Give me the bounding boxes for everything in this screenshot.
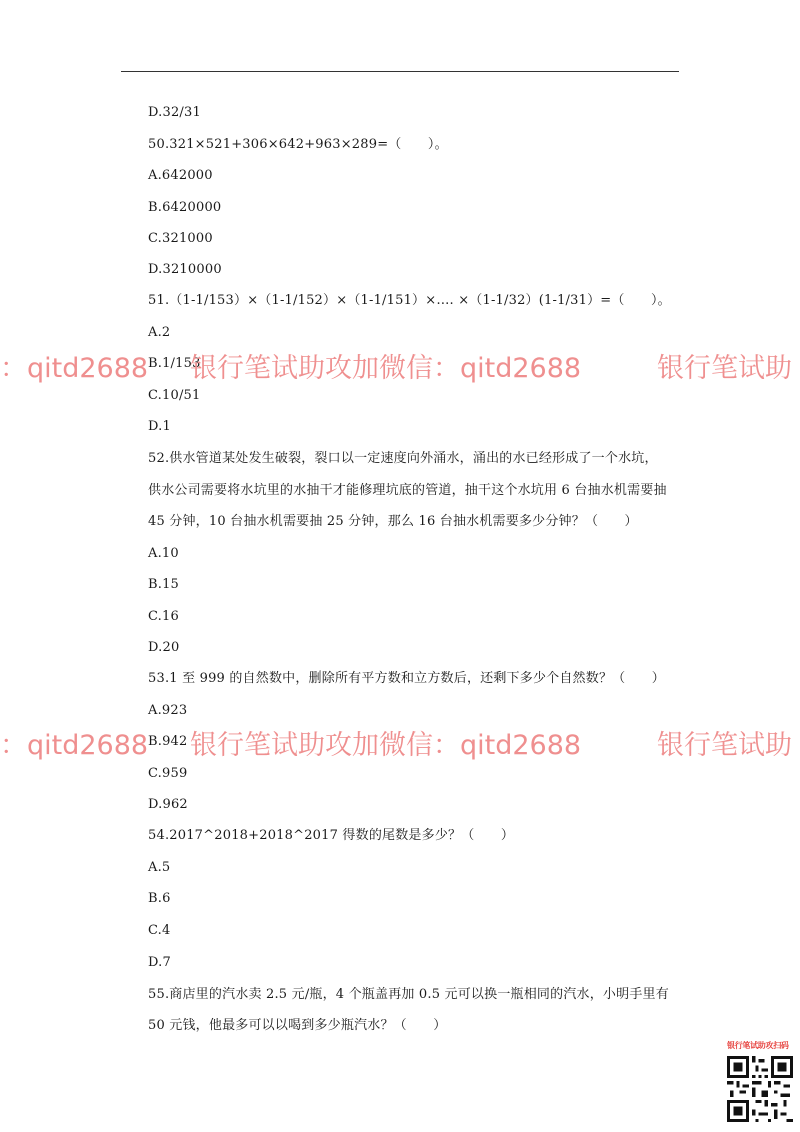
option-d-32-31: D.32/31 xyxy=(148,105,201,120)
q50-option-c: C.321000 xyxy=(148,231,213,246)
q51-option-b: B.1/153 xyxy=(148,356,201,371)
qr-code-icon xyxy=(727,1056,793,1122)
q52-option-d: D.20 xyxy=(148,640,180,655)
watermark-right: 银行笔试助 xyxy=(657,353,792,384)
q54-option-b: B.6 xyxy=(148,891,171,906)
q51-option-d: D.1 xyxy=(148,419,171,434)
q53-option-d: D.962 xyxy=(148,797,188,812)
q51-option-a: A.2 xyxy=(148,325,171,340)
question-54: 54.2017^2018+2018^2017 得数的尾数是多少？（ ） xyxy=(148,828,515,843)
q53-option-c: C.959 xyxy=(148,766,188,781)
q50-option-b: B.6420000 xyxy=(148,200,222,215)
q52-option-c: C.16 xyxy=(148,609,179,624)
question-52-line-1: 52.供水管道某处发生破裂，裂口以一定速度向外涌水，涌出的水已经形成了一个水坑， xyxy=(148,451,658,466)
q52-option-b: B.15 xyxy=(148,577,180,592)
qr-label: 银行笔试助攻扫码 xyxy=(727,1041,789,1050)
q54-option-a: A.5 xyxy=(148,860,171,875)
q54-option-d: D.7 xyxy=(148,955,171,970)
watermark-left: ：qitd2688 xyxy=(0,730,149,761)
question-55-line-1: 55.商店里的汽水卖 2.5 元/瓶，4 个瓶盖再加 0.5 元可以换一瓶相同的汽水，小明手里有 xyxy=(148,987,669,1002)
watermark-right: 银行笔试助 xyxy=(657,730,792,761)
watermark-middle: 银行笔试助攻加微信：qitd2688 xyxy=(190,730,582,761)
question-51: 51.（1-1/153）×（1-1/152）×（1-1/151）×…. ×（1-1/32）(1-1/31）=（ ）。 xyxy=(148,293,671,308)
watermark-left: ：qitd2688 xyxy=(0,353,149,384)
q50-option-d: D.3210000 xyxy=(148,262,222,277)
q53-option-b: B.942 xyxy=(148,734,188,749)
question-55-line-2: 50 元钱，他最多可以以喝到多少瓶汽水？（ ） xyxy=(148,1018,447,1033)
question-52-line-3: 45 分钟，10 台抽水机需要抽 25 分钟，那么 16 台抽水机需要多少分钟？（ ） xyxy=(148,514,638,529)
q54-option-c: C.4 xyxy=(148,923,171,938)
q52-option-a: A.10 xyxy=(148,546,179,561)
q53-option-a: A.923 xyxy=(148,703,188,718)
question-52-line-2: 供水公司需要将水坑里的水抽干才能修理坑底的管道，抽干这个水坑用 6 台抽水机需要抽 xyxy=(148,483,667,498)
qr-code-badge xyxy=(727,1040,797,1126)
header-rule xyxy=(121,71,679,72)
q50-option-a: A.642000 xyxy=(148,168,213,183)
question-50: 50.321×521+306×642+963×289=（ ）。 xyxy=(148,137,448,152)
question-53: 53.1 至 999 的自然数中，删除所有平方数和立方数后，还剩下多少个自然数？（ ） xyxy=(148,671,665,686)
q51-option-c: C.10/51 xyxy=(148,388,201,403)
watermark-middle: 银行笔试助攻加微信：qitd2688 xyxy=(190,353,582,384)
